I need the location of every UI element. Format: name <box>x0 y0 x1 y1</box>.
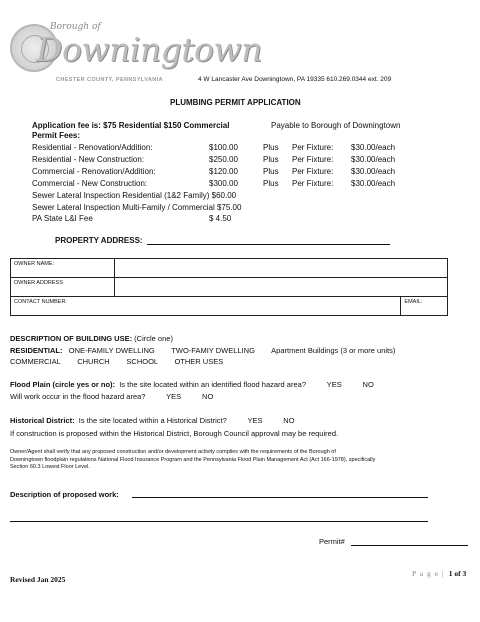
historic-label: Historical District: <box>10 416 75 425</box>
logo-downingtown: Downingtown <box>36 30 262 69</box>
fee-each: $30.00/each <box>351 143 396 152</box>
building-use-heading <box>10 334 173 343</box>
page-count: 1 of 3 <box>448 569 467 578</box>
fee-fixture: Per Fixture: <box>292 143 334 152</box>
residential-row <box>10 346 395 355</box>
flood-label: Flood Plain (circle yes or no): <box>10 380 116 389</box>
historic-question[interactable]: Is the site located within a Historical District? YES NO <box>74 416 295 425</box>
building-use-label: DESCRIPTION OF BUILDING USE: <box>10 334 133 343</box>
owner-info-table <box>10 258 448 316</box>
residential-options[interactable]: ONE-FAMILY DWELLING TWO-FAMIY DWELLING Apartment Buildings (3 or more units) <box>68 346 396 355</box>
borough-address: 4 W Lancaster Ave Downingtown, PA 19335 610.269.0344 ext. 209 <box>198 76 392 83</box>
fee-plus: Plus <box>263 155 279 164</box>
flood-question-2[interactable]: Will work occur in the flood hazard area? YES NO <box>10 392 214 401</box>
fee-amount: $120.00 <box>209 167 238 176</box>
permit-fees-label: Permit Fees: <box>32 131 81 140</box>
contact-number-label: CONTACT NUMBER: <box>14 299 67 305</box>
fee-fixture: Per Fixture: <box>292 155 334 164</box>
fee-amount: $100.00 <box>209 143 238 152</box>
compliance-text <box>10 449 375 472</box>
fee-each: $30.00/each <box>351 179 396 188</box>
email-field[interactable] <box>401 297 448 316</box>
property-address-label: PROPERTY ADDRESS: <box>55 236 143 245</box>
fee-label: Residential - New Construction: <box>32 155 145 164</box>
permit-number-label: Permit# <box>319 537 345 546</box>
commercial-options[interactable]: COMMERCIAL CHURCH SCHOOL OTHER USES <box>10 357 224 366</box>
fee-plus: Plus <box>263 179 279 188</box>
historic-note: If construction is proposed within the Historical District, Borough Council approval may be required. <box>10 429 339 438</box>
fee-label: Commercial - New Construction: <box>32 179 148 188</box>
state-fee-amount: $ 4.50 <box>209 214 232 223</box>
residential-label: RESIDENTIAL: <box>10 346 63 355</box>
fee-plus: Plus <box>263 143 279 152</box>
revised-date: Revised Jan 2025 <box>10 575 66 584</box>
fee-each: $30.00/each <box>351 167 396 176</box>
email-label: EMAIL: <box>404 299 423 305</box>
county-label: CHESTER COUNTY, PENNSYLVANIA <box>56 77 163 83</box>
owner-name-label: OWNER NAME: <box>11 259 115 278</box>
page-title: PLUMBING PERMIT APPLICATION <box>170 98 301 107</box>
logo-borough-of: Borough of <box>50 22 101 32</box>
payable-to: Payable to Borough of Downingtown <box>271 121 401 130</box>
owner-address-label: OWNER ADDRESS <box>11 278 115 297</box>
compliance-line: Section 60.3 Lowest Floor Level. <box>10 464 90 470</box>
page-number <box>412 563 466 581</box>
property-address-field[interactable] <box>147 244 390 245</box>
fee-amount: $250.00 <box>209 155 238 164</box>
permit-number-field[interactable] <box>351 545 468 546</box>
compliance-line: Downingtown floodplain regulations National Flood Insurance Program and the Pennsylvania Flood Plain Management Act (Act 166-1978), specifically <box>10 456 376 463</box>
fee-amount: $300.00 <box>209 179 238 188</box>
fee-fixture: Per Fixture: <box>292 179 334 188</box>
description-label: Description of proposed work: <box>10 490 119 499</box>
description-field-line-1[interactable] <box>132 497 428 498</box>
owner-address-field[interactable] <box>115 278 448 297</box>
fee-label: Residential - Renovation/Addition: <box>32 143 153 152</box>
page-word: P a g e | <box>412 569 445 578</box>
historic-row <box>10 416 295 425</box>
fee-plus: Plus <box>263 167 279 176</box>
fee-each: $30.00/each <box>351 155 396 164</box>
sewer-residential-fee: Sewer Lateral Inspection Residential (1&2 Family) $60.00 <box>32 191 237 200</box>
flood-question-1[interactable]: Is the site located within an identified flood hazard area? YES NO <box>115 380 374 389</box>
fee-fixture: Per Fixture: <box>292 167 334 176</box>
building-use-note: (Circle one) <box>132 334 173 343</box>
application-fee: Application fee is: $75 Residential $150 Commercial <box>32 121 230 130</box>
description-field-line-2[interactable] <box>10 521 428 522</box>
owner-name-field[interactable] <box>115 259 448 278</box>
contact-number-field[interactable] <box>11 297 401 316</box>
state-fee-label: PA State L&I Fee <box>32 214 93 223</box>
flood-row-1 <box>10 380 374 389</box>
sewer-multi-fee: Sewer Lateral Inspection Multi-Family / Commercial $75.00 <box>32 203 242 212</box>
fee-label: Commercial - Renovation/Addition: <box>32 167 156 176</box>
compliance-line: Owner/Agent shall verify that any proposed construction and/or development activity complies with the requirements of the Borough of <box>10 449 336 455</box>
